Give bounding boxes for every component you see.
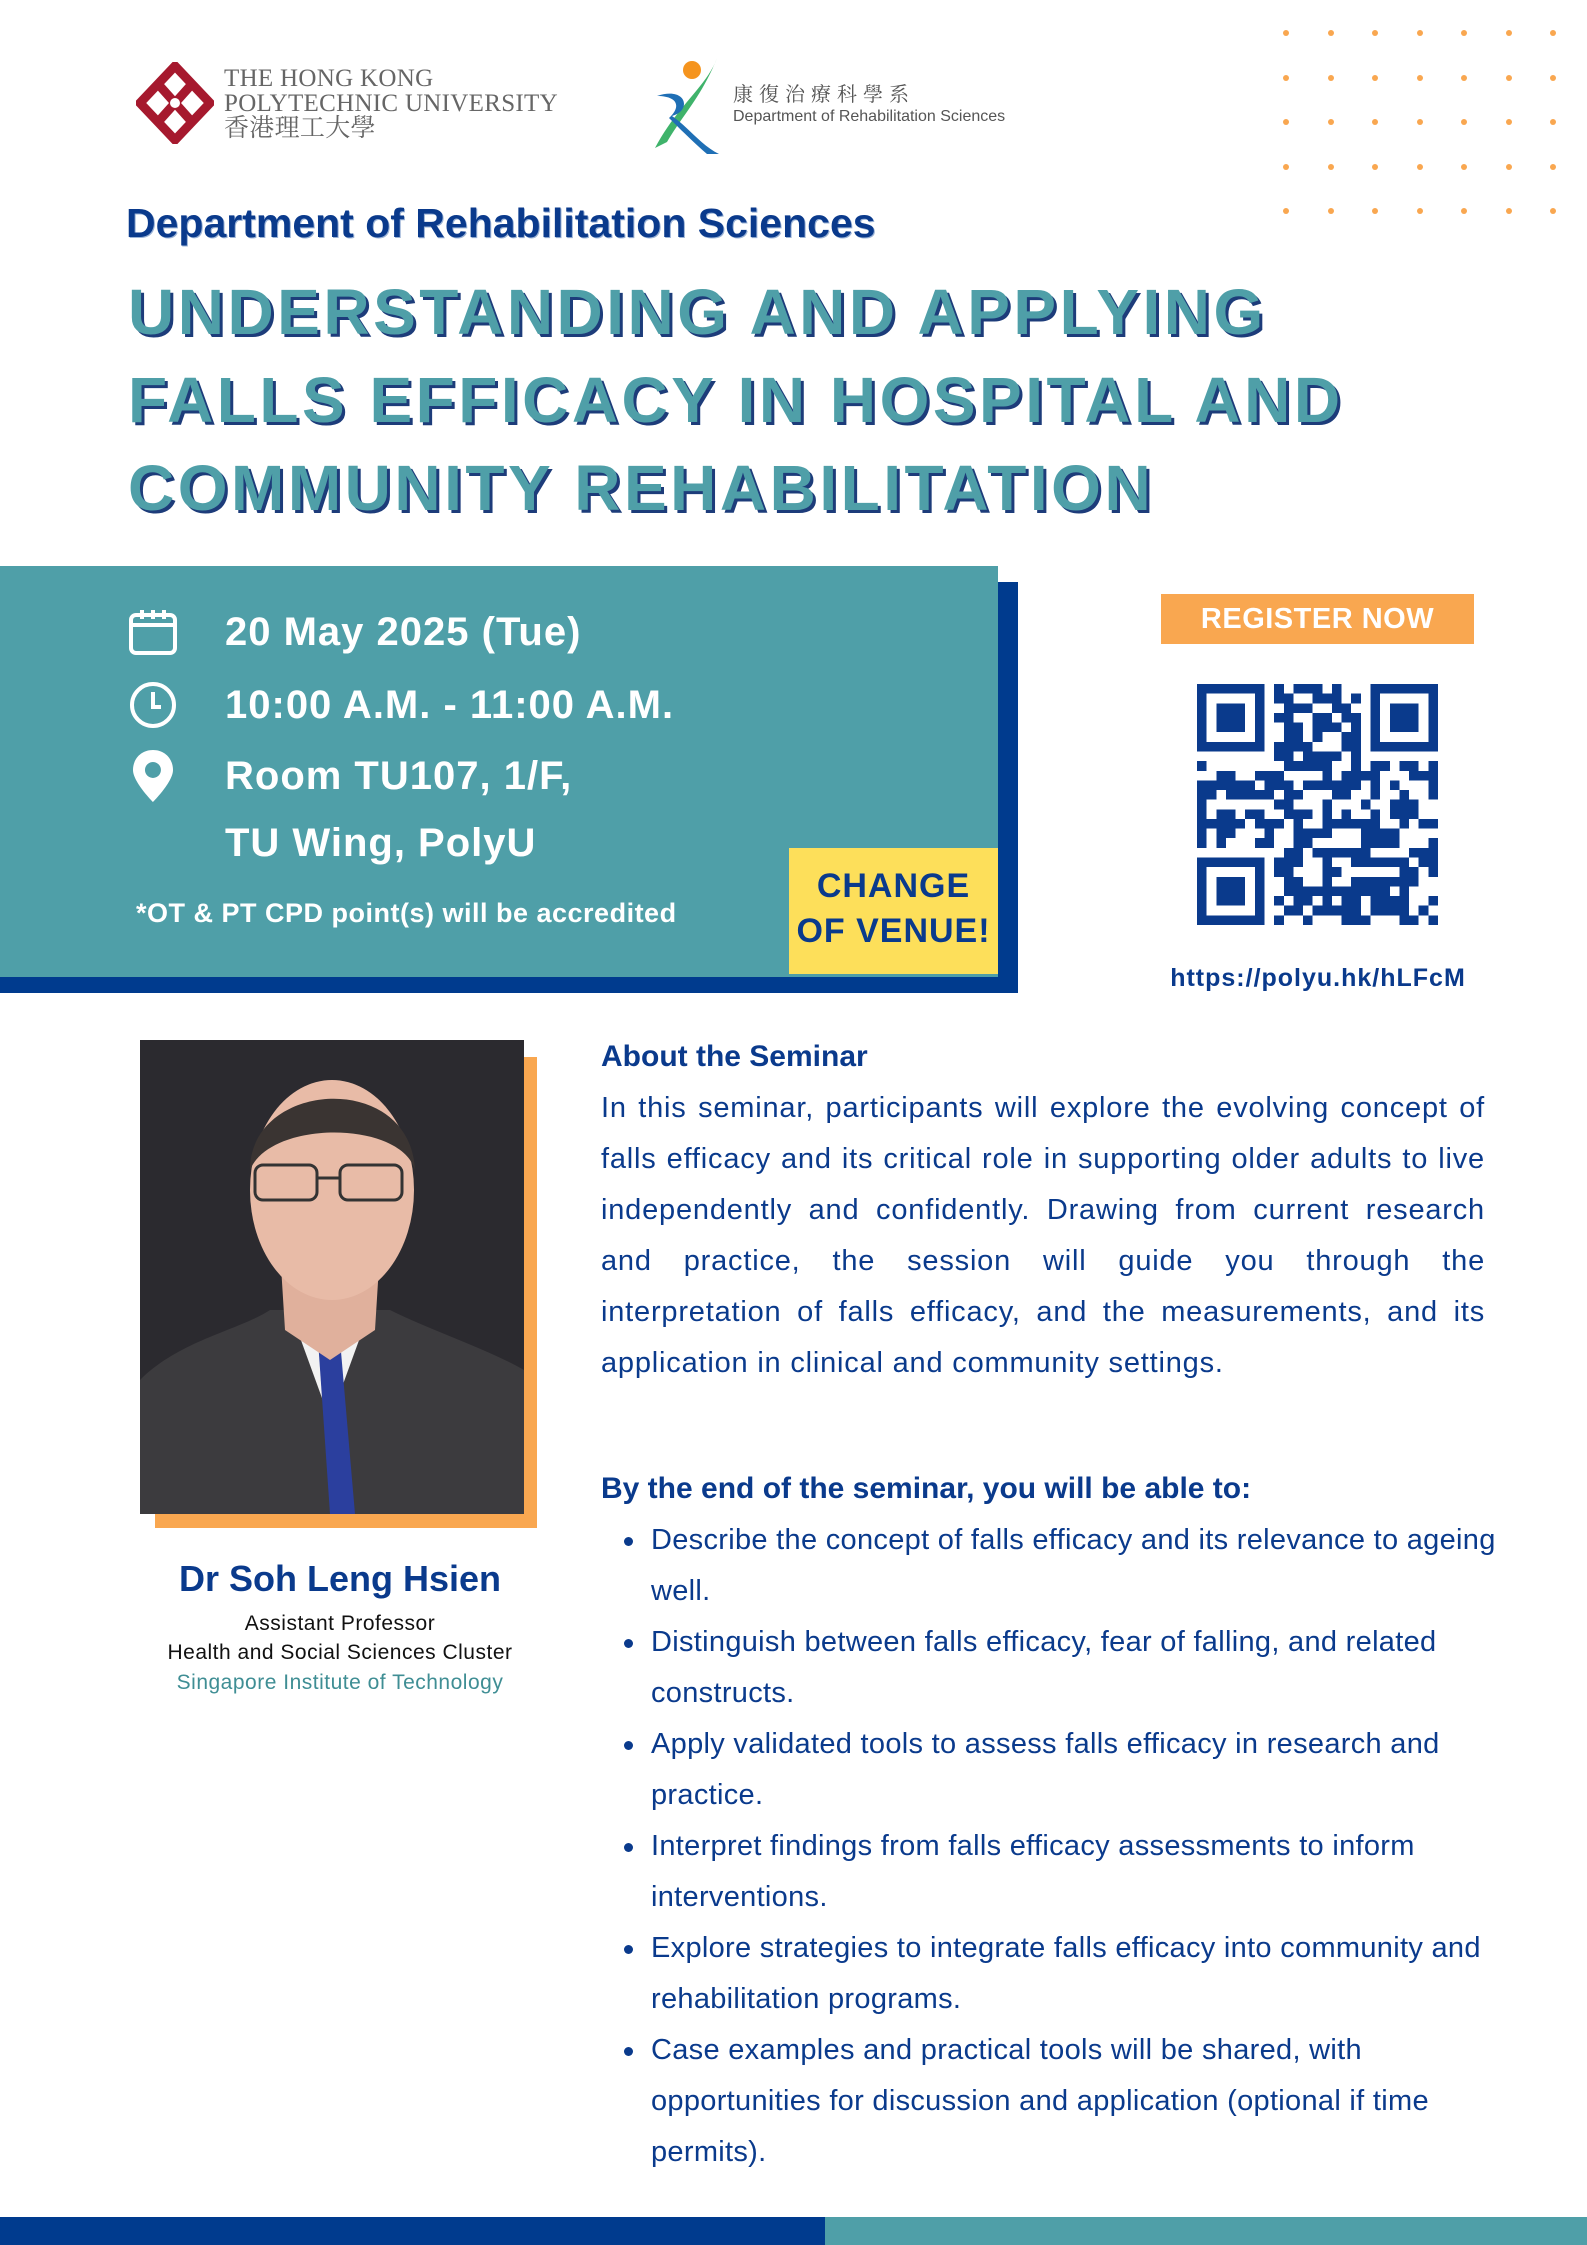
- dot: [1506, 75, 1512, 81]
- list-item: Describe the concept of falls efficacy and its relevance to ageing well.: [622, 1515, 1502, 1617]
- dot: [1417, 119, 1423, 125]
- list-item: Explore strategies to integrate falls efficacy into community and rehabilitation programs.: [622, 1923, 1502, 2025]
- speaker-unit: Health and Social Sciences Cluster: [167, 1641, 513, 1664]
- dot: [1506, 164, 1512, 170]
- register-now-button[interactable]: REGISTER NOW: [1161, 594, 1474, 644]
- dot: [1372, 208, 1378, 214]
- event-venue-line1: Room TU107, 1/F,: [225, 753, 573, 798]
- dot: [1506, 208, 1512, 214]
- venue-row: [125, 748, 572, 804]
- polyu-name-line1: THE HONG KONG: [224, 64, 434, 92]
- change-of-venue-badge: [789, 848, 998, 974]
- speaker-position: Assistant Professor: [244, 1612, 436, 1635]
- dot: [1417, 30, 1423, 36]
- dot: [1550, 75, 1556, 81]
- rehab-figure-icon: [647, 56, 727, 156]
- dot: [1283, 119, 1289, 125]
- polyu-name-line2: POLYTECHNIC UNIVERSITY: [224, 89, 558, 117]
- title-line: COMMUNITY REHABILITATION: [128, 452, 1155, 524]
- dot: [1550, 208, 1556, 214]
- rehab-dept-logo: [647, 56, 1005, 156]
- footer-bar-navy: [0, 2217, 825, 2245]
- speaker-institution: Singapore Institute of Technology: [176, 1671, 504, 1694]
- list-item: Case examples and practical tools will be shared, with opportunities for discussion and application (optional if time permits).: [622, 2025, 1502, 2178]
- dot: [1550, 164, 1556, 170]
- dot: [1372, 30, 1378, 36]
- dot: [1328, 164, 1334, 170]
- dot: [1461, 164, 1467, 170]
- dot: [1328, 208, 1334, 214]
- dot: [1417, 164, 1423, 170]
- dot: [1283, 208, 1289, 214]
- registration-url-link[interactable]: https://polyu.hk/hLFcM: [1170, 964, 1466, 992]
- dot: [1461, 75, 1467, 81]
- dot: [1372, 75, 1378, 81]
- dot: [1461, 119, 1467, 125]
- about-heading: About the Seminar: [601, 1040, 868, 1073]
- badge-line: CHANGE: [816, 867, 971, 905]
- polyu-name-chinese: 香港理工大學: [224, 114, 376, 142]
- decorative-dot-grid: [1283, 30, 1587, 253]
- dot: [1506, 119, 1512, 125]
- dot: [1283, 164, 1289, 170]
- about-body: In this seminar, participants will explore the evolving concept of falls efficacy and its critical role in supporting older adults to live independently and confidently. Drawing from current research and practice, the session will guide you through the interpretation of falls efficacy, and the measurements, and its application in clinical and community settings.: [601, 1092, 1485, 1379]
- cpd-note: *OT & PT CPD point(s) will be accredited: [136, 898, 677, 928]
- dot: [1550, 30, 1556, 36]
- speaker-photo: [140, 1040, 524, 1514]
- title-line: UNDERSTANDING AND APPLYING: [128, 276, 1267, 348]
- event-date: 20 May 2025 (Tue): [225, 609, 582, 654]
- badge-line: OF VENUE!: [796, 912, 991, 950]
- footer-bar-teal: [825, 2217, 1587, 2245]
- objectives-heading: By the end of the seminar, you will be able to:: [601, 1472, 1252, 1505]
- location-pin-icon: [125, 748, 181, 804]
- registration-qr-code[interactable]: [1197, 684, 1438, 925]
- time-row: [125, 677, 674, 733]
- calendar-icon: [125, 604, 181, 660]
- dot: [1328, 119, 1334, 125]
- clock-icon: [125, 677, 181, 733]
- dot: [1372, 119, 1378, 125]
- event-time: 10:00 A.M. - 11:00 A.M.: [225, 682, 675, 727]
- dot: [1461, 208, 1467, 214]
- rehab-english-name: Department of Rehabilitation Sciences: [733, 108, 1006, 125]
- dot: [1506, 30, 1512, 36]
- rehab-chinese-name: 康復治療科學系: [733, 84, 915, 106]
- dot: [1550, 119, 1556, 125]
- polyu-logo: [136, 62, 558, 144]
- list-item: Distinguish between falls efficacy, fear of falling, and related constructs.: [622, 1617, 1502, 1719]
- date-row: [125, 604, 581, 660]
- dot: [1417, 208, 1423, 214]
- dot: [1328, 75, 1334, 81]
- objectives-list: [622, 1515, 1502, 2178]
- dot: [1283, 30, 1289, 36]
- list-item: Apply validated tools to assess falls efficacy in research and practice.: [622, 1719, 1502, 1821]
- dot: [1328, 30, 1334, 36]
- venue-row-2: [225, 821, 536, 866]
- dot: [1372, 164, 1378, 170]
- title-line: FALLS EFFICACY IN HOSPITAL AND: [128, 364, 1344, 436]
- dot: [1417, 75, 1423, 81]
- seminar-title: [128, 268, 1344, 532]
- event-venue-line2: TU Wing, PolyU: [225, 821, 537, 865]
- polyu-emblem-icon: [136, 62, 214, 144]
- department-heading: Department of Rehabilitation Sciences: [126, 200, 876, 246]
- speaker-name: Dr Soh Leng Hsien: [178, 1558, 502, 1599]
- list-item: Interpret findings from falls efficacy assessments to inform interventions.: [622, 1821, 1502, 1923]
- dot: [1461, 30, 1467, 36]
- dot: [1283, 75, 1289, 81]
